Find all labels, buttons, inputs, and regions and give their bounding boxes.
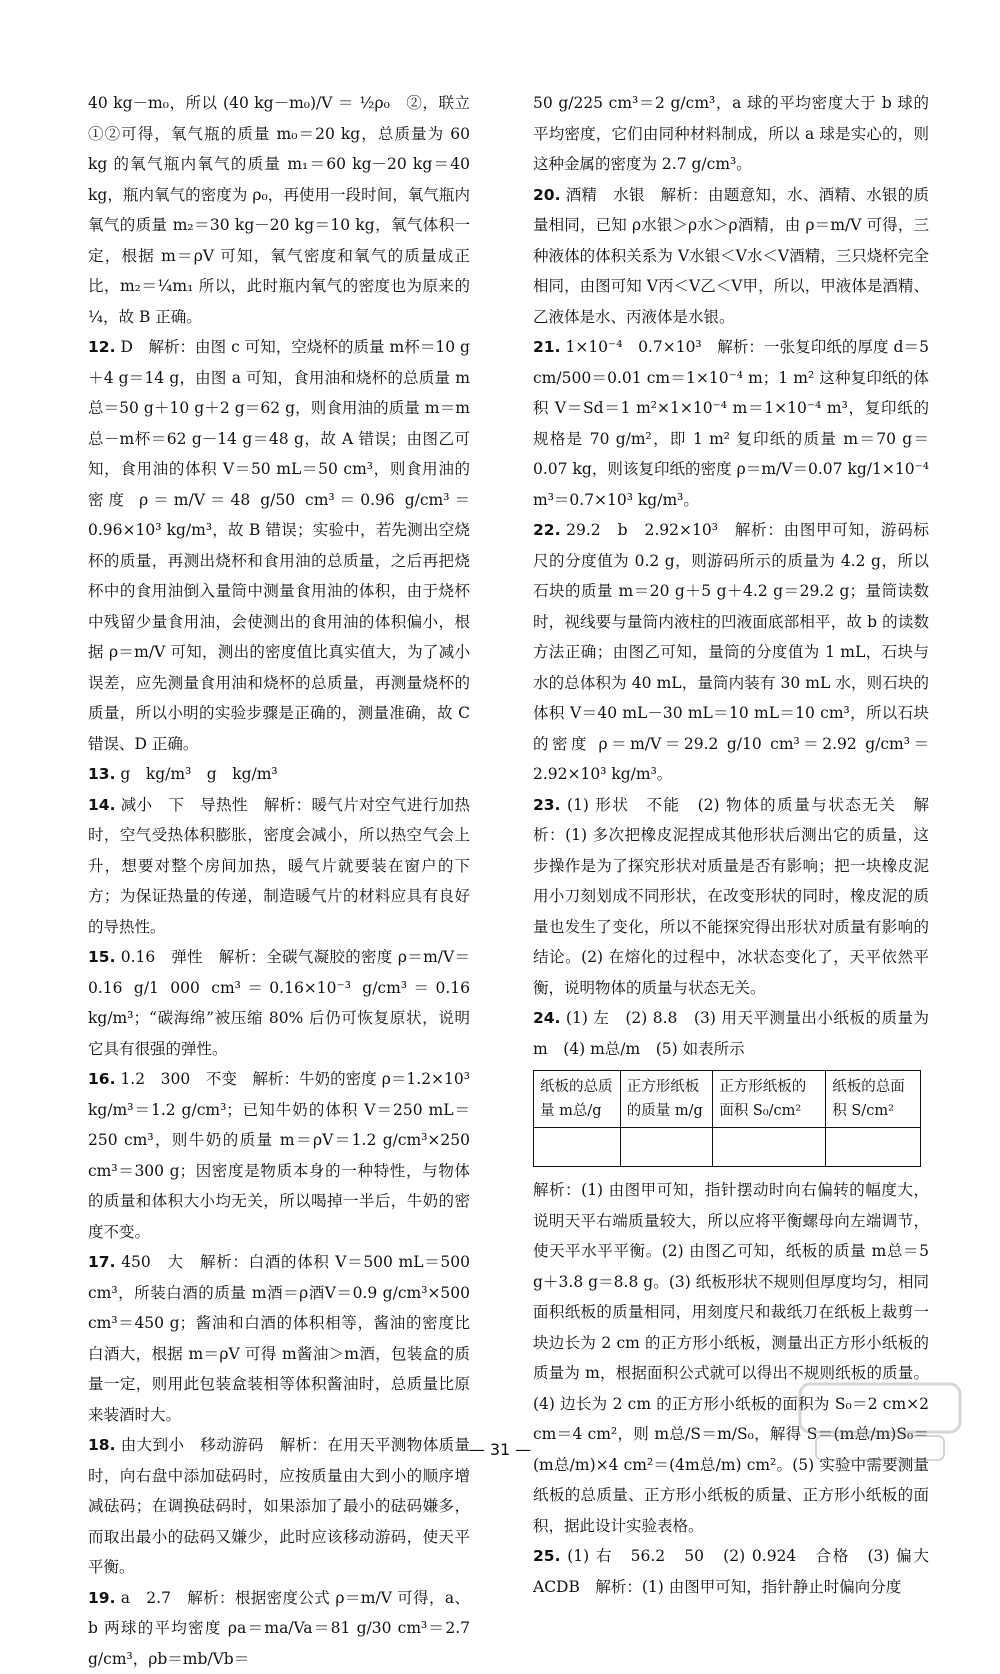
answer-22: 22. 29.2 b 2.92×10³ 解析：由图甲可知，游码标尺的分度值为 0.2 g，则游码所示的质量为 4.2 g，所以石块的质量 m＝20 g＋5 g＋4.2 g＝29.2 g；量筒读数时，视线要与量筒内液柱的凹液面底部相平，故 b 的读数方法正确；由图乙可知，量筒的分度值为 1 mL，石块与水的总体积为 40 mL，量筒内装有 30 mL 水，则石块的体积 V＝40 mL－30 mL＝10 mL＝10 cm³，所以石块的密度 ρ＝m/V＝29.2 g/10 cm³＝2.92 g/cm³＝2.92×10³ kg/m³。 (533, 515, 929, 790)
table-cell (826, 1128, 921, 1167)
table-cell (713, 1128, 826, 1167)
answer-18: 18. 由大到小 移动游码 解析：在用天平测物体质量时，向右盘中添加砝码时，应按质量由大到小的顺序增减砝码；在调换砝码时，如果添加了最小的砝码嫌多，而取出最小的砝码又嫌少，此时应该移动游码，使天平平衡。 (88, 1430, 470, 1583)
answer-25: 25. (1) 右 56.2 50 (2) 0.924 合格 (3) 偏大 ACDB 解析：(1) 由图甲可知，指针静止时偏向分度 (533, 1541, 929, 1602)
table-row (534, 1128, 921, 1167)
answer-23: 23. (1) 形状 不能 (2) 物体的质量与状态无关 解析：(1) 多次把橡皮泥捏成其他形状后测出它的质量，这步操作是为了探究形状对质量是否有影响；把一块橡皮泥用小刀刻划成不同形状，在改变形状的同时，橡皮泥的质量也发生了变化，所以不能探究得出形状对质量有影响的结论。(2) 在熔化的过程中，冰状态变化了，天平依然平衡，说明物体的质量与状态无关。 (533, 790, 929, 1004)
answer-15: 15. 0.16 弹性 解析：全碳气凝胶的密度 ρ＝m/V＝0.16 g/1 000 cm³＝0.16×10⁻³ g/cm³＝0.16 kg/m³；“碳海绵”被压缩 80% 后仍可恢复原状，说明它具有很强的弹性。 (88, 942, 470, 1064)
right-column (533, 88, 929, 1602)
table-header-cell: 正方形纸板的质量 m/g (620, 1071, 713, 1128)
table-header-cell: 纸板的总质量 m总/g (534, 1071, 621, 1128)
answer-19: 19. a 2.7 解析：根据密度公式 ρ＝m/V 可得，a、b 两球的平均密度 ρa＝ma/Va＝81 g/30 cm³＝2.7 g/cm³，ρb＝mb/Vb＝ (88, 1583, 470, 1674)
table-cell (534, 1128, 621, 1167)
table-header-row (534, 1071, 921, 1128)
page-number: — 31 — (0, 1440, 1000, 1459)
answer-16: 16. 1.2 300 不变 解析：牛奶的密度 ρ＝1.2×10³ kg/m³＝1.2 g/cm³；已知牛奶的体积 V＝250 mL＝250 cm³，则牛奶的质量 m＝ρV＝1.2 g/cm³×250 cm³＝300 g；因密度是物质本身的一种特性，与物体的质量和体积大小均无关，所以喝掉一半后，牛奶的密度不变。 (88, 1064, 470, 1247)
answer-11-continued: 40 kg－m₀，所以 (40 kg－m₀)/V ＝ ½ρ₀ ②，联立①②可得，氧气瓶的质量 m₀＝20 kg，总质量为 60 kg 的氧气瓶内氧气的质量 m₁＝60 kg－20 kg＝40 kg，瓶内氧气的密度为 ρ₀，再使用一段时间，氧气瓶内氧气的质量 m₂＝30 kg－20 kg＝10 kg，氧气体积一定，根据 m＝ρV 可知，氧气密度和氧气的质量成正比，m₂＝¼m₁ 所以，此时瓶内氧气的密度也为原来的 ¼，故 B 正确。 (88, 88, 470, 332)
answer-19-continued: 50 g/225 cm³＝2 g/cm³，a 球的平均密度大于 b 球的平均密度，它们由同种材料制成，所以 a 球是实心的，则这种金属的密度为 2.7 g/cm³。 (533, 88, 929, 180)
experiment-table (533, 1070, 921, 1167)
answer-24: 24. (1) 左 (2) 8.8 (3) 用天平测量出小纸板的质量为 m (4) m总/m (5) 如表所示 (533, 1003, 929, 1064)
table-cell (620, 1128, 713, 1167)
answer-14: 14. 减小 下 导热性 解析：暖气片对空气进行加热时，空气受热体积膨胀，密度会减小，所以热空气会上升，想要对整个房间加热，暖气片就要装在窗户的下方；为保证热量的传递，制造暖气片的材料应具有良好的导热性。 (88, 790, 470, 943)
answer-12: 12. D 解析：由图 c 可知，空烧杯的质量 m杯＝10 g＋4 g＝14 g，由图 a 可知，食用油和烧杯的总质量 m总＝50 g＋10 g＋2 g＝62 g，则食用油的质量 m＝m总－m杯＝62 g－14 g＝48 g，故 A 错误；由图乙可知，食用油的体积 V＝50 mL＝50 cm³，则食用油的密度 ρ＝m/V＝48 g/50 cm³＝0.96 g/cm³＝0.96×10³ kg/m³，故 B 错误；实验中，若先测出空烧杯的质量，再测出烧杯和食用油的总质量，之后再把烧杯中的食用油倒入量筒中测量食用油的体积，由于烧杯中残留少量食用油，会使测出的食用油的体积偏小，根据 ρ＝m/V 可知，测出的密度值比真实值大，为了减小误差，应先测量食用油和烧杯的总质量，再测量烧杯的质量，所以小明的实验步骤是正确的，测量准确，故 C 错误、D 正确。 (88, 332, 470, 759)
table-header-cell: 正方形纸板的面积 S₀/cm² (713, 1071, 826, 1128)
answer-17: 17. 450 大 解析：白酒的体积 V＝500 mL＝500 cm³，所装白酒的质量 m酒＝ρ酒V＝0.9 g/cm³×500 cm³＝450 g；酱油和白酒的体积相等，酱油的密度比白酒大，根据 m＝ρV 可得 m酱油＞m酒，包装盒的质量一定，则用此包装盒装相等体积酱油时，总质量比原来装酒时大。 (88, 1247, 470, 1430)
answer-13: 13. g kg/m³ g kg/m³ (88, 759, 470, 790)
table-header-cell: 纸板的总面积 S/cm² (826, 1071, 921, 1128)
answer-21: 21. 1×10⁻⁴ 0.7×10³ 解析：一张复印纸的厚度 d＝5 cm/500＝0.01 cm＝1×10⁻⁴ m；1 m² 这种复印纸的体积 V＝Sd＝1 m²×1×10⁻⁴ m＝1×10⁻⁴ m³，复印纸的规格是 70 g/m²，即 1 m² 复印纸的质量 m＝70 g＝0.07 kg，则该复印纸的密度 ρ＝m/V＝0.07 kg/1×10⁻⁴ m³＝0.7×10³ kg/m³。 (533, 332, 929, 515)
left-column (88, 88, 470, 1674)
answer-24-analysis: 解析：(1) 由图甲可知，指针摆动时向右偏转的幅度大，说明天平右端质量较大，所以应将平衡螺母向左端调节，使天平水平平衡。(2) 由图乙可知，纸板的质量 m总＝5 g＋3.8 g＝8.8 g。(3) 纸板形状不规则但厚度均匀，相同面积纸板的质量相同，用刻度尺和裁纸刀在纸板上裁剪一块边长为 2 cm 的正方形小纸板，测量出正方形小纸板的质量为 m，根据面积公式就可以得出不规则纸板的质量。(4) 边长为 2 cm 的正方形小纸板的面积为 S₀＝2 cm×2 cm＝4 cm²，则 m总/S＝m/S₀，解得 S＝(m总/m)S₀＝(m总/m)×4 cm²＝(4m总/m) cm²。(5) 实验中需要测量纸板的总质量、正方形小纸板的质量、正方形小纸板的面积，据此设计实验表格。 (533, 1175, 929, 1541)
answer-20: 20. 酒精 水银 解析：由题意知，水、酒精、水银的质量相同，已知 ρ水银＞ρ水＞ρ酒精，由 ρ＝m/V 可得，三种液体的体积关系为 V水银＜V水＜V酒精，三只烧杯完全相同，由图可知 V丙＜V乙＜V甲，所以，甲液体是酒精、乙液体是水、丙液体是水银。 (533, 180, 929, 333)
watermark-logo (796, 1376, 964, 1466)
